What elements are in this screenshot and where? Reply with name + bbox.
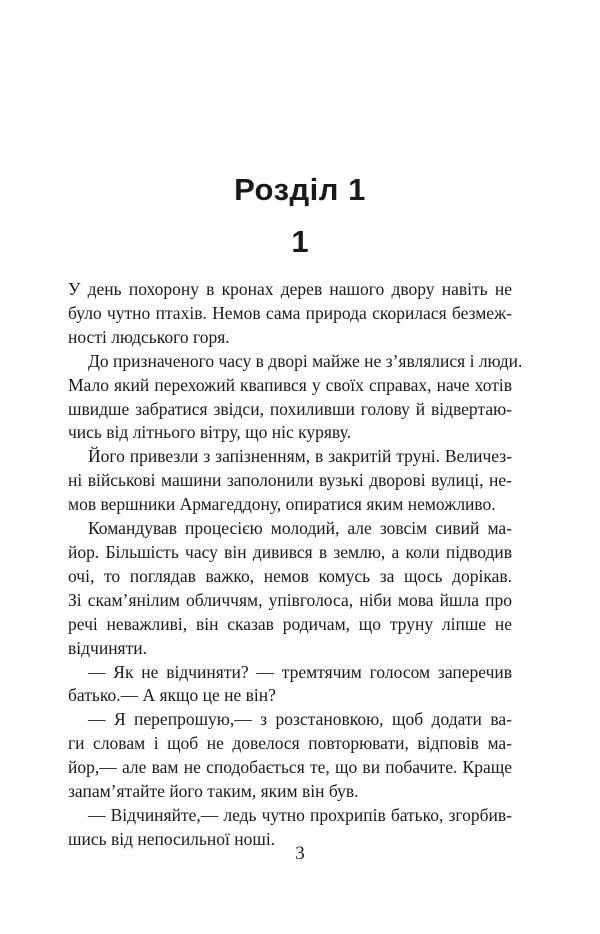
text-line: відчиняти. bbox=[68, 637, 147, 658]
text-line: мов вершники Армагеддону, опиратися яким неможливо. bbox=[68, 494, 496, 515]
paragraph bbox=[68, 517, 512, 660]
section-number: 1 bbox=[291, 224, 309, 259]
text-line: було чутно птахів. Немов сама природа скорилася безмеж- bbox=[68, 302, 512, 323]
text-line: Мало який перехожий квапився у своїх справах, наче хотів bbox=[68, 374, 512, 395]
paragraph bbox=[68, 278, 512, 350]
text-line: ги словам і щоб не довелося повторювати, відповів ма- bbox=[68, 733, 512, 754]
text-line: Зі скам’янілим обличчям, упівголоса, ніби мова йшла про bbox=[68, 589, 512, 610]
body-text bbox=[68, 278, 523, 852]
text-line: Його привезли з запізненням, в закритій труні. Величез- bbox=[88, 446, 512, 467]
text-line: батько.— А якщо це не він? bbox=[68, 685, 276, 706]
text-line: очі, то поглядав важко, немов комусь за щось дорікав. bbox=[68, 565, 512, 586]
text-line: чись від літнього вітру, що ніс куряву. bbox=[68, 422, 351, 443]
text-line: йор,— але вам не сподобається те, що ви побачите. Краще bbox=[68, 757, 512, 778]
paragraph bbox=[68, 708, 512, 804]
text-line: ності людського горя. bbox=[68, 326, 230, 347]
text-line: У день похорону в кронах дерев нашого двору навіть не bbox=[68, 279, 512, 299]
text-line: — Відчиняйте,— ледь чутно прохрипів батько, згорбив- bbox=[88, 804, 512, 825]
paragraph bbox=[68, 445, 512, 517]
text-line: запам’ятайте його таким, яким він був. bbox=[68, 781, 359, 802]
text-line: речі неважливі, він сказав родичам, що труну ліпше не bbox=[68, 613, 512, 634]
text-line: швидше забратися звідси, похиливши голову й відвертаю- bbox=[68, 398, 512, 419]
paragraph bbox=[68, 661, 512, 709]
text-line: — Як не відчиняти? — тремтячим голосом заперечив bbox=[88, 661, 512, 682]
text-line: шись від непосильної ноші. bbox=[68, 828, 276, 849]
text-line: — Я перепрошую,— з розстановкою, щоб додати ва- bbox=[88, 709, 512, 730]
paragraph bbox=[68, 350, 523, 446]
text-line: ні військові машини заполонили вузькі дворові вулиці, не- bbox=[68, 470, 512, 491]
text-line: Командував процесією молодий, але зовсім сивий ма- bbox=[88, 518, 512, 539]
chapter-title: Розділ 1 bbox=[234, 172, 366, 207]
text-line: До призначеного часу в дворі майже не з’являлися і люди. bbox=[88, 350, 523, 371]
text-line: йор. Більшість часу він дивився в землю, а коли підводив bbox=[68, 541, 512, 562]
page-number: 3 bbox=[295, 843, 305, 864]
